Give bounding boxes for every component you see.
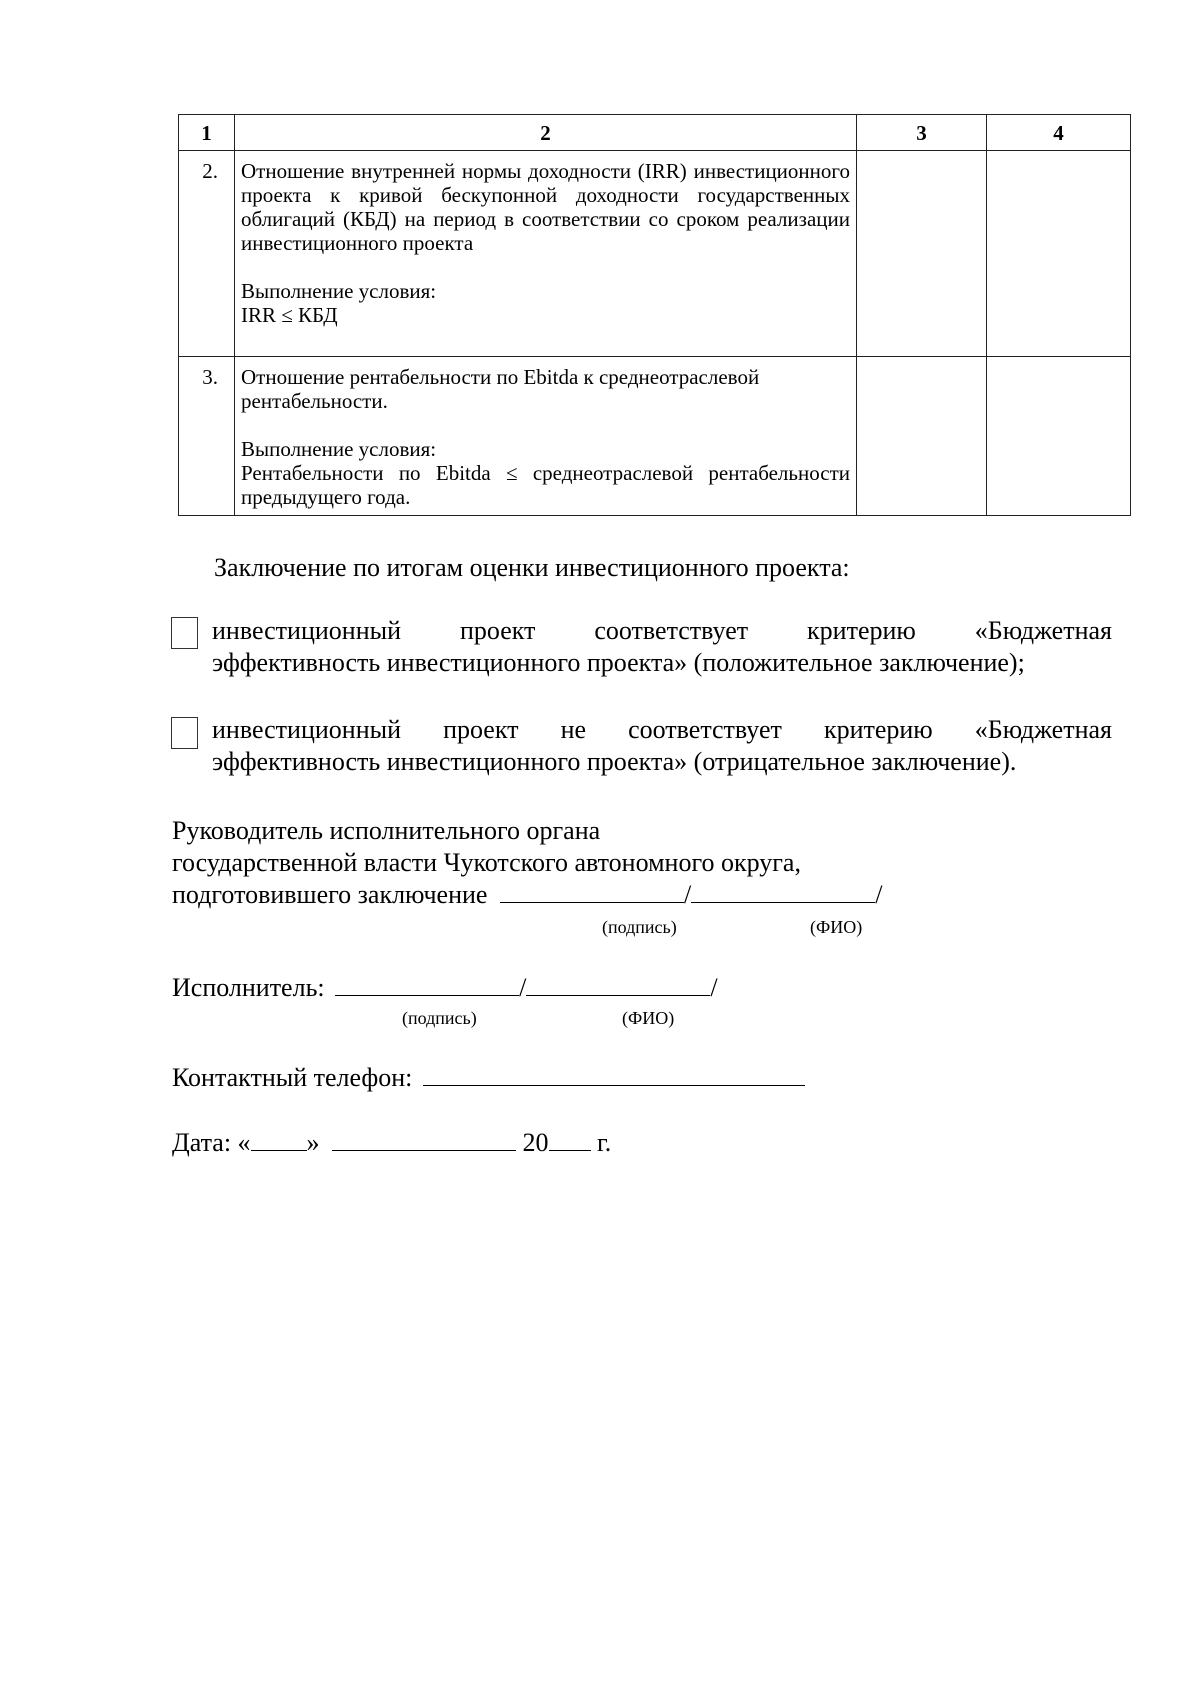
criterion-text: Отношение внутренней нормы доходности (IRR) инвестиционного проекта к кривой бескупонной доходности государственных облигаций (КБД) на период в соответствии со сроком реализации инвестиционного проекта	[241, 159, 850, 255]
executor-signature-blank[interactable]	[335, 973, 519, 996]
table-header-cell: 4	[987, 115, 1131, 151]
head-signature-blank[interactable]	[500, 880, 684, 903]
negative-conclusion-line2: эффективность инвестиционного проекта» (отрицательное заключение).	[212, 747, 1017, 776]
head-title-line3: подготовившего заключение	[172, 880, 488, 909]
negative-conclusion-checkbox[interactable]	[171, 717, 198, 749]
condition-text: IRR ≤ КБД	[241, 303, 338, 327]
executor-label: Исполнитель:	[172, 973, 325, 1002]
positive-conclusion-line1: инвестиционный проект соответствует критерию «Бюджетная	[212, 616, 1112, 645]
separator-slash: /	[710, 973, 718, 1002]
phone-blank[interactable]	[423, 1063, 805, 1086]
table-header-cell: 1	[179, 115, 235, 151]
separator-slash: /	[875, 880, 883, 909]
phone-label: Контактный телефон:	[172, 1063, 413, 1092]
date-label: Дата: «	[172, 1128, 251, 1157]
separator-slash: /	[683, 880, 692, 909]
executor-fio-blank[interactable]	[526, 973, 710, 996]
executor-line	[172, 972, 718, 1004]
date-year-suffix: г.	[597, 1128, 612, 1157]
value-cell[interactable]	[987, 357, 1131, 516]
value-cell[interactable]	[857, 357, 987, 516]
value-cell[interactable]	[987, 151, 1131, 357]
date-year-blank[interactable]	[549, 1128, 591, 1151]
phone-line	[172, 1062, 805, 1094]
head-title-line1: Руководитель исполнительного органа	[172, 816, 601, 845]
condition-label: Выполнение условия:	[241, 279, 437, 303]
separator-slash: /	[519, 973, 527, 1002]
head-fio-blank[interactable]	[691, 880, 875, 903]
positive-conclusion-line2: эффективность инвестиционного проекта» (положительное заключение);	[212, 648, 1025, 677]
positive-conclusion-checkbox[interactable]	[171, 617, 198, 649]
signature-caption: (подпись)	[602, 917, 677, 937]
table-header-cell: 2	[235, 115, 857, 151]
table-row	[179, 357, 1131, 516]
table-header-row	[179, 115, 1131, 151]
row-number: 2.	[179, 151, 235, 357]
date-year-prefix: 20	[522, 1128, 549, 1157]
value-cell[interactable]	[857, 151, 987, 357]
criterion-cell	[235, 357, 857, 516]
condition-label: Выполнение условия:	[241, 437, 437, 461]
date-quote-close: »	[306, 1128, 320, 1157]
criteria-table	[178, 114, 1131, 516]
head-title-line2: государственной власти Чукотского автономного округа,	[172, 848, 801, 877]
head-signature-line	[172, 879, 882, 911]
date-day-blank[interactable]	[251, 1128, 307, 1151]
condition-text: Рентабельности по Ebitda ≤ среднеотраслевой рентабельности предыдущего года.	[241, 461, 850, 509]
executor-signature-caption: (подпись)	[402, 1008, 477, 1028]
executor-fio-caption: (ФИО)	[622, 1008, 675, 1028]
fio-caption: (ФИО)	[810, 917, 863, 937]
date-month-blank[interactable]	[332, 1128, 516, 1151]
date-line	[172, 1127, 611, 1159]
criterion-text: Отношение рентабельности по Ebitda к среднеотраслевой рентабельности.	[241, 365, 760, 413]
table-header-cell: 3	[857, 115, 987, 151]
negative-conclusion-line1: инвестиционный проект не соответствует критерию «Бюджетная	[212, 715, 1112, 744]
table-row	[179, 151, 1131, 357]
criterion-cell	[235, 151, 857, 357]
row-number: 3.	[179, 357, 235, 516]
conclusion-heading: Заключение по итогам оценки инвестиционного проекта:	[214, 553, 850, 582]
